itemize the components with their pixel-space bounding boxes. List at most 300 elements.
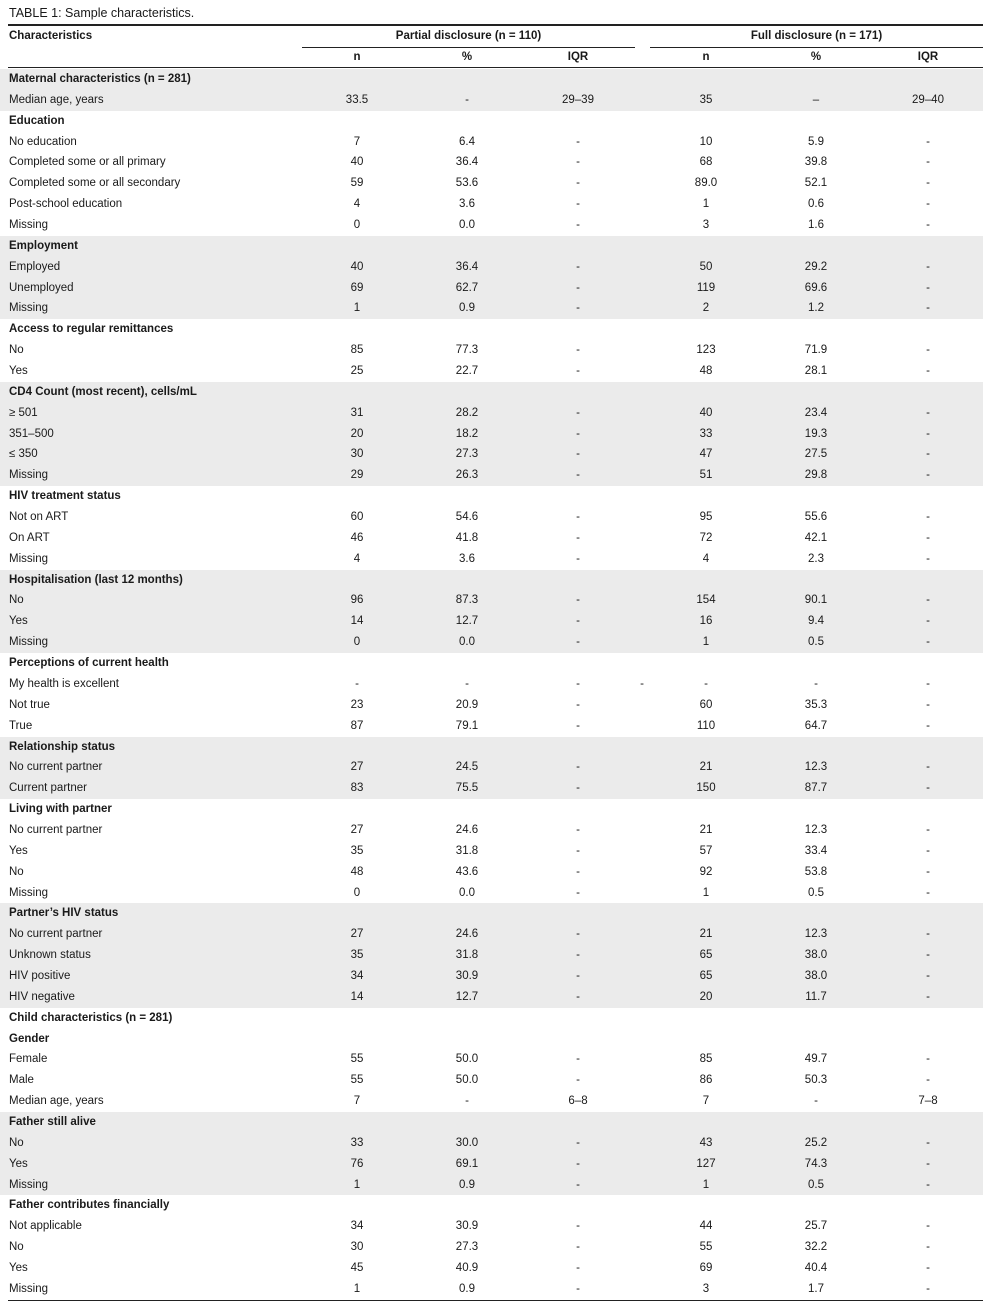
cell-partial-iqr: - (576, 761, 580, 774)
section-header-row (0, 1195, 983, 1216)
table-caption-label: TABLE 1: (9, 6, 62, 20)
cell-full-pct: 50.3 (804, 1074, 828, 1087)
cell-partial-n: 29 (350, 469, 364, 482)
cell-full-n: 50 (699, 260, 713, 273)
table-row (0, 883, 983, 904)
cell-full-iqr: - (926, 469, 930, 482)
section-header-row (0, 653, 983, 674)
table-row (0, 1049, 983, 1070)
cell-partial-iqr: - (576, 135, 580, 148)
cell-full-iqr: - (926, 260, 930, 273)
table-row (0, 674, 983, 695)
cell-full-n: 43 (699, 1136, 713, 1149)
cell-partial-n: 27 (350, 823, 364, 836)
cell-full-n: 4 (702, 552, 710, 565)
cell-full-iqr: - (926, 302, 930, 315)
cell-partial-n: 1 (353, 302, 361, 315)
section-header-row (0, 111, 983, 132)
cell-partial-n: 7 (353, 135, 361, 148)
cell-partial-n: 31 (350, 406, 364, 419)
table-body (0, 69, 983, 1300)
cell-partial-n: 1 (353, 1178, 361, 1191)
table-row (0, 507, 983, 528)
section-header-row (0, 319, 983, 340)
table-row (0, 528, 983, 549)
cell-partial-pct: 30.9 (455, 1220, 479, 1233)
cell-partial-iqr: - (576, 552, 580, 565)
cell-full-n: 65 (699, 969, 713, 982)
row-label: Male (9, 1074, 34, 1087)
section-header-row (0, 1112, 983, 1133)
cell-full-iqr: - (926, 761, 930, 774)
cell-full-n: 123 (696, 344, 716, 357)
cell-full-pct: 74.3 (804, 1157, 828, 1170)
row-label: Current partner (9, 782, 87, 795)
cell-partial-pct: 27.3 (455, 448, 479, 461)
row-label: Missing (9, 1282, 48, 1295)
cell-partial-n: 85 (350, 344, 364, 357)
cell-full-n: 7 (702, 1095, 710, 1108)
cell-partial-pct: 12.7 (455, 615, 479, 628)
subheader-4: % (810, 51, 822, 63)
cell-full-n: 47 (699, 448, 713, 461)
cell-partial-pct: 24.6 (455, 928, 479, 941)
cell-full-iqr: - (926, 177, 930, 190)
section-header-row (0, 737, 983, 758)
cell-full-iqr: - (926, 1157, 930, 1170)
row-label: Completed some or all primary (9, 156, 166, 169)
cell-partial-n: 60 (350, 511, 364, 524)
cell-partial-iqr: - (576, 427, 580, 440)
cell-partial-n: 30 (350, 1241, 364, 1254)
row-label: Missing (9, 552, 48, 565)
cell-partial-iqr: - (576, 1241, 580, 1254)
cell-full-pct: 25.2 (804, 1136, 828, 1149)
cell-partial-n: 0 (353, 886, 361, 899)
row-label: Living with partner (9, 803, 112, 816)
table-row (0, 152, 983, 173)
cell-full-n: 1 (702, 636, 710, 649)
cell-full-n: 92 (699, 865, 713, 878)
cell-partial-pct: 69.1 (455, 1157, 479, 1170)
table-row (0, 1154, 983, 1175)
row-label: Father still alive (9, 1115, 96, 1128)
cell-full-iqr: - (926, 1053, 930, 1066)
cell-partial-pct: 53.6 (455, 177, 479, 190)
cell-partial-pct: 3.6 (459, 552, 475, 565)
cell-full-pct: 2.3 (808, 552, 824, 565)
row-label: Gender (9, 1032, 50, 1045)
row-label: Perceptions of current health (9, 657, 169, 670)
cell-full-n: 85 (699, 1053, 713, 1066)
row-label: Father contributes financially (9, 1199, 170, 1212)
cell-partial-iqr: - (576, 302, 580, 315)
table-row (0, 194, 983, 215)
cell-full-pct: 87.7 (804, 782, 828, 795)
row-label: Unemployed (9, 281, 74, 294)
cell-full-iqr: - (926, 594, 930, 607)
row-label: Access to regular remittances (9, 323, 174, 336)
cell-full-pct: 0.5 (808, 886, 824, 899)
section-header-row (0, 69, 983, 90)
cell-partial-n: 14 (350, 990, 364, 1003)
cell-full-pct: 28.1 (804, 365, 828, 378)
cell-full-n: 1 (702, 1178, 710, 1191)
cell-partial-n: 34 (350, 969, 364, 982)
cell-partial-pct: 62.7 (455, 281, 479, 294)
cell-partial-pct: 40.9 (455, 1261, 479, 1274)
row-label: On ART (9, 531, 50, 544)
cell-full-pct: 90.1 (804, 594, 828, 607)
cell-full-pct: 71.9 (804, 344, 828, 357)
cell-full-iqr: - (926, 511, 930, 524)
row-label: Yes (9, 1261, 28, 1274)
cell-full-n: 40 (699, 406, 713, 419)
table-row (0, 1237, 983, 1258)
cell-full-iqr: - (926, 949, 930, 962)
cell-partial-iqr: - (576, 469, 580, 482)
cell-full-pct: – (812, 93, 820, 106)
cell-full-iqr: - (926, 615, 930, 628)
table-row (0, 90, 983, 111)
cell-partial-pct: 41.8 (455, 531, 479, 544)
cell-full-n: 44 (699, 1220, 713, 1233)
cell-full-pct: 1.6 (808, 219, 824, 232)
cell-partial-iqr: - (576, 719, 580, 732)
cell-partial-pct: 43.6 (455, 865, 479, 878)
cell-partial-pct: 30.0 (455, 1136, 479, 1149)
cell-partial-iqr: - (576, 782, 580, 795)
cell-partial-iqr: - (576, 698, 580, 711)
table-row (0, 820, 983, 841)
cell-partial-n: 69 (350, 281, 364, 294)
cell-full-pct: 38.0 (804, 969, 828, 982)
cell-partial-iqr: - (576, 177, 580, 190)
cell-full-pct: 55.6 (804, 511, 828, 524)
cell-partial-pct: 27.3 (455, 1241, 479, 1254)
cell-partial-iqr: - (576, 511, 580, 524)
cell-partial-n: 87 (350, 719, 364, 732)
top-rule (8, 24, 983, 26)
row-label: Maternal characteristics (n = 281) (9, 73, 191, 85)
cell-full-n: 72 (699, 531, 713, 544)
cell-partial-n: 0 (353, 219, 361, 232)
table-row (0, 1133, 983, 1154)
cell-full-pct: 64.7 (804, 719, 828, 732)
cell-full-iqr: - (926, 427, 930, 440)
row-label: HIV positive (9, 969, 71, 982)
cell-partial-n: 1 (353, 1282, 361, 1295)
row-label: True (9, 719, 33, 732)
table-row (0, 173, 983, 194)
row-label: Education (9, 114, 65, 127)
table-row (0, 340, 983, 361)
subheader-3: n (702, 51, 710, 63)
cell-partial-pct: 0.9 (459, 302, 475, 315)
cell-partial-iqr: - (576, 823, 580, 836)
header-full-disclosure: Full disclosure (n = 171) (750, 30, 883, 42)
cell-full-n: 21 (699, 823, 713, 836)
cell-full-pct: 12.3 (804, 823, 828, 836)
cell-partial-iqr: - (576, 594, 580, 607)
table-row (0, 716, 983, 737)
section-header-row (0, 382, 983, 403)
table-row (0, 549, 983, 570)
section-header-row (0, 486, 983, 507)
table-row (0, 465, 983, 486)
cell-partial-pct: 24.6 (455, 823, 479, 836)
cell-partial-pct: 0.0 (459, 219, 475, 232)
cell-full-iqr: - (926, 823, 930, 836)
cell-full-n: 57 (699, 844, 713, 857)
cell-full-n: 33 (699, 427, 713, 440)
cell-partial-n: 20 (350, 427, 364, 440)
cell-partial-iqr: - (576, 886, 580, 899)
table-row (0, 590, 983, 611)
cell-partial-pct: 0.0 (459, 636, 475, 649)
cell-partial-pct: 20.9 (455, 698, 479, 711)
cell-partial-pct: 18.2 (455, 427, 479, 440)
cell-full-iqr: - (926, 219, 930, 232)
row-label: No (9, 1241, 24, 1254)
cell-full-iqr: - (926, 365, 930, 378)
row-label: Post-school education (9, 198, 123, 211)
row-label: Not applicable (9, 1220, 82, 1233)
cell-partial-pct: 24.5 (455, 761, 479, 774)
header-partial-disclosure: Partial disclosure (n = 110) (395, 30, 542, 42)
cell-full-iqr: - (926, 698, 930, 711)
cell-partial-n: 14 (350, 615, 364, 628)
cell-partial-pct: 54.6 (455, 511, 479, 524)
cell-full-n: 10 (699, 135, 713, 148)
cell-partial-n: 55 (350, 1053, 364, 1066)
cell-partial-iqr: 6–8 (568, 1095, 588, 1108)
row-label: No (9, 344, 24, 357)
row-label: Female (9, 1053, 48, 1066)
cell-partial-n: 45 (350, 1261, 364, 1274)
cell-partial-n: 23 (350, 698, 364, 711)
cell-partial-n: 83 (350, 782, 364, 795)
cell-full-pct: - (814, 1095, 818, 1108)
cell-full-iqr: - (926, 531, 930, 544)
cell-full-n: 65 (699, 949, 713, 962)
cell-partial-iqr: - (576, 1261, 580, 1274)
cell-partial-n: 40 (350, 156, 364, 169)
partial-rule (302, 47, 635, 48)
cell-partial-pct: 0.0 (459, 886, 475, 899)
cell-partial-n: 40 (350, 260, 364, 273)
cell-full-pct: 38.0 (804, 949, 828, 962)
table-row (0, 424, 983, 445)
cell-partial-iqr: - (576, 1282, 580, 1295)
cell-full-iqr: - (926, 969, 930, 982)
table-row (0, 1070, 983, 1091)
cell-full-iqr: 29–40 (912, 93, 944, 106)
cell-partial-iqr: - (576, 219, 580, 232)
cell-partial-iqr: - (576, 448, 580, 461)
cell-full-pct: 1.2 (808, 302, 824, 315)
cell-partial-n: 35 (350, 949, 364, 962)
header-characteristics: Characteristics (9, 30, 93, 42)
row-label: My health is excellent (9, 677, 119, 690)
cell-partial-n: 33 (350, 1136, 364, 1149)
cell-partial-iqr: - (576, 365, 580, 378)
table-row (0, 862, 983, 883)
bottom-rule (8, 1300, 983, 1301)
cell-partial-iqr: - (576, 677, 580, 690)
cell-full-iqr: - (926, 1074, 930, 1087)
cell-partial-iqr: - (576, 1220, 580, 1233)
cell-full-n: 35 (699, 93, 713, 106)
cell-full-n: 48 (699, 365, 713, 378)
cell-partial-n: - (355, 677, 359, 690)
row-label: Child characteristics (n = 281) (9, 1011, 173, 1024)
table-row (0, 1216, 983, 1237)
cell-full-iqr: - (926, 719, 930, 732)
cell-full-pct: 5.9 (808, 135, 824, 148)
cell-partial-iqr: - (576, 281, 580, 294)
table-row (0, 361, 983, 382)
cell-partial-iqr: - (576, 344, 580, 357)
cell-full-iqr: - (926, 886, 930, 899)
cell-full-iqr: - (926, 344, 930, 357)
cell-partial-n: 55 (350, 1074, 364, 1087)
subheader-2: IQR (567, 51, 589, 63)
cell-partial-pct: 50.0 (455, 1053, 479, 1066)
row-label: No education (9, 135, 77, 148)
cell-partial-iqr: - (576, 636, 580, 649)
row-label: Yes (9, 844, 28, 857)
table-row (0, 611, 983, 632)
cell-partial-iqr: - (576, 1053, 580, 1066)
cell-full-n: 60 (699, 698, 713, 711)
cell-full-pct: 53.8 (804, 865, 828, 878)
table-row (0, 298, 983, 319)
cell-partial-pct: 0.9 (459, 1178, 475, 1191)
cell-partial-pct: 79.1 (455, 719, 479, 732)
cell-partial-pct: 31.8 (455, 949, 479, 962)
subheader-5: IQR (917, 51, 939, 63)
row-label: Missing (9, 219, 48, 232)
table-row (0, 278, 983, 299)
cell-partial-pct: 36.4 (455, 260, 479, 273)
cell-partial-n: 46 (350, 531, 364, 544)
row-label: Partner’s HIV status (9, 907, 119, 920)
row-label: Yes (9, 1157, 28, 1170)
row-label: HIV negative (9, 990, 75, 1003)
row-label: Employment (9, 239, 79, 252)
cell-full-n: 89.0 (694, 177, 718, 190)
cell-partial-iqr: - (576, 969, 580, 982)
cell-full-pct: 0.6 (808, 198, 824, 211)
cell-partial-n: 25 (350, 365, 364, 378)
cell-partial-pct: - (465, 93, 469, 106)
table-row (0, 215, 983, 236)
cell-full-iqr: - (926, 928, 930, 941)
section-header-row (0, 236, 983, 257)
row-label: No current partner (9, 761, 103, 774)
table-row (0, 632, 983, 653)
cell-full-n: 110 (696, 719, 716, 732)
table-row (0, 966, 983, 987)
cell-partial-pct: 6.4 (459, 135, 475, 148)
cell-full-pct: 19.3 (804, 427, 828, 440)
cell-full-pct: 23.4 (804, 406, 828, 419)
cell-full-iqr: - (926, 281, 930, 294)
cell-partial-n: 48 (350, 865, 364, 878)
cell-extra: - (640, 677, 644, 690)
header-bottom-rule (8, 67, 983, 68)
table-row (0, 257, 983, 278)
cell-full-n: 150 (696, 782, 716, 795)
cell-full-pct: - (814, 677, 818, 690)
cell-partial-pct: 28.2 (455, 406, 479, 419)
cell-full-iqr: - (926, 448, 930, 461)
row-label: Relationship status (9, 740, 116, 753)
cell-full-pct: 11.7 (805, 990, 827, 1003)
cell-full-pct: 42.1 (804, 531, 828, 544)
cell-full-n: 3 (702, 1282, 710, 1295)
row-label: 351–500 (9, 427, 54, 440)
cell-partial-iqr: - (576, 615, 580, 628)
row-label: CD4 Count (most recent), cells/mL (9, 385, 197, 398)
row-label: No current partner (9, 823, 103, 836)
cell-full-iqr: - (926, 406, 930, 419)
cell-full-iqr: 7–8 (918, 1095, 938, 1108)
cell-full-pct: 0.5 (808, 636, 824, 649)
cell-partial-n: 96 (350, 594, 364, 607)
cell-partial-n: 27 (350, 761, 364, 774)
row-label: Hospitalisation (last 12 months) (9, 573, 183, 586)
cell-full-n: 69 (699, 1261, 713, 1274)
row-label: HIV treatment status (9, 490, 121, 503)
cell-full-iqr: - (926, 552, 930, 565)
row-label: Missing (9, 302, 48, 315)
table-row (0, 695, 983, 716)
row-label: Missing (9, 1178, 48, 1191)
cell-partial-pct: 30.9 (455, 969, 479, 982)
cell-partial-iqr: - (576, 260, 580, 273)
cell-full-n: 86 (699, 1074, 713, 1087)
row-label: Median age, years (9, 93, 104, 106)
full-rule (650, 47, 983, 48)
cell-partial-iqr: - (576, 531, 580, 544)
cell-partial-pct: 3.6 (459, 198, 475, 211)
cell-full-pct: 33.4 (804, 844, 828, 857)
cell-partial-n: 59 (350, 177, 364, 190)
cell-partial-n: 33.5 (345, 93, 369, 106)
cell-full-n: 68 (699, 156, 713, 169)
cell-partial-n: 34 (350, 1220, 364, 1233)
row-label: Missing (9, 886, 48, 899)
cell-full-n: 1 (702, 198, 710, 211)
cell-full-iqr: - (926, 1241, 930, 1254)
row-label: Not on ART (9, 511, 69, 524)
cell-full-n: 20 (699, 990, 713, 1003)
cell-full-iqr: - (926, 844, 930, 857)
cell-full-iqr: - (926, 198, 930, 211)
row-label: No (9, 1136, 24, 1149)
cell-full-pct: 12.3 (804, 928, 828, 941)
cell-partial-pct: 26.3 (455, 469, 479, 482)
cell-partial-n: 4 (353, 552, 361, 565)
cell-partial-pct: 50.0 (455, 1074, 479, 1087)
table-row (0, 1091, 983, 1112)
cell-full-iqr: - (926, 636, 930, 649)
cell-full-pct: 40.4 (804, 1261, 828, 1274)
cell-full-n: 16 (699, 615, 713, 628)
table-row (0, 778, 983, 799)
